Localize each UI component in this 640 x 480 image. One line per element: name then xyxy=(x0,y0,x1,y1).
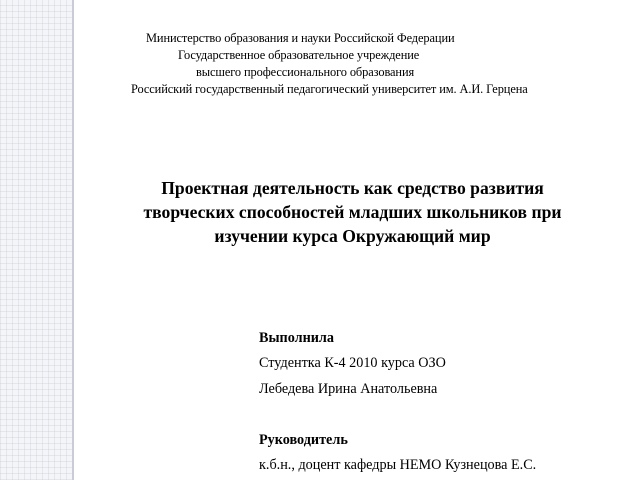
work-title-line: Проектная деятельность как средство развития xyxy=(161,178,544,198)
education-level: высшего профессионального образования xyxy=(196,65,415,79)
ministry-name: Министерство образования и науки Российской Федерации xyxy=(146,31,455,45)
work-title xyxy=(80,176,625,248)
work-title-line: творческих способностей младших школьников при xyxy=(143,202,562,222)
university-name: Российский государственный педагогический университет им. А.И. Герцена xyxy=(131,82,528,96)
supervisor-name: к.б.н., доцент кафедры НЕМО Кузнецова Е.С. xyxy=(259,457,537,473)
decorative-left-band xyxy=(0,0,72,480)
work-title-line: изучении курса Окружающий мир xyxy=(214,226,491,246)
supervisor-label: Руководитель xyxy=(259,432,348,448)
institution-type: Государственное образовательное учреждение xyxy=(178,48,420,62)
performed-by-label: Выполнила xyxy=(259,330,334,346)
student-name: Лебедева Ирина Анатольевна xyxy=(259,381,438,397)
decorative-divider xyxy=(72,0,74,480)
student-course: Студентка К-4 2010 курса ОЗО xyxy=(259,355,446,371)
